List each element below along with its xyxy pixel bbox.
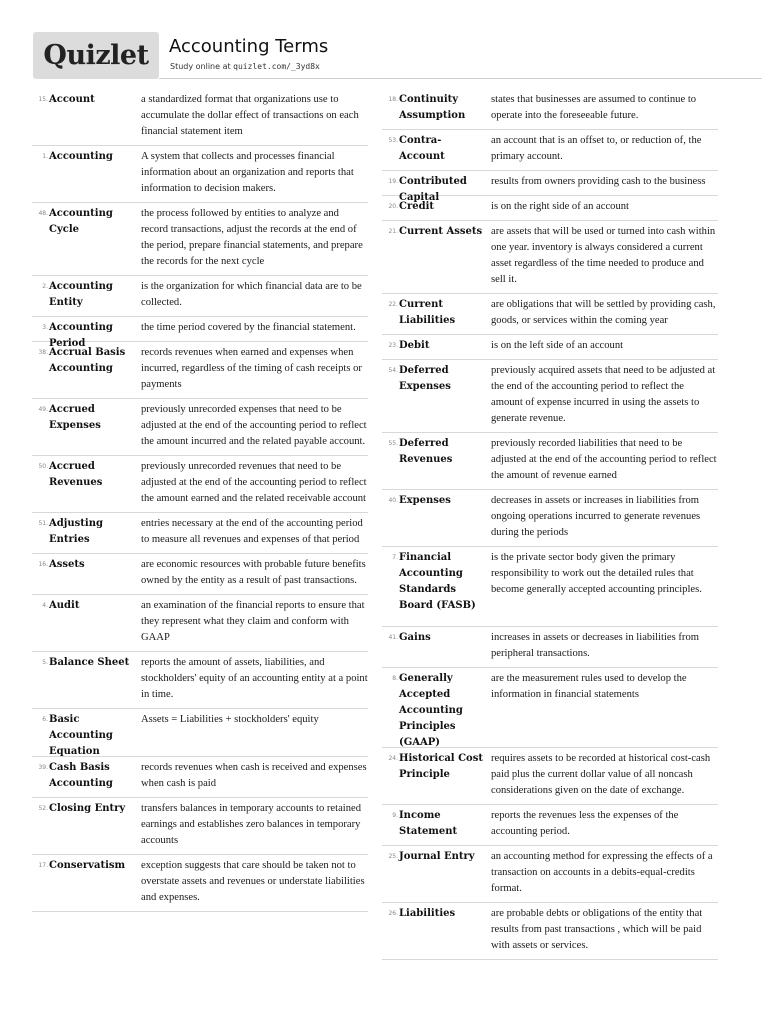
term-definition: decreases in assets or increases in liabilities from ongoing operations incurred to generate revenues during the periods bbox=[491, 495, 701, 538]
term-row bbox=[32, 798, 368, 855]
term-name: Historical Cost Principle bbox=[399, 753, 483, 780]
term-name: Debit bbox=[399, 340, 430, 351]
term-number: 55. bbox=[388, 440, 398, 447]
term-definition: is the private sector body given the primary responsibility to work out the detailed rules that become generally accepted accounting principles. bbox=[491, 552, 702, 595]
term-name: Contributed Capital bbox=[399, 176, 467, 203]
term-name: Conservatism bbox=[49, 860, 126, 871]
term-row bbox=[382, 805, 718, 846]
term-row bbox=[32, 89, 368, 146]
term-number: 23. bbox=[388, 342, 398, 349]
term-row bbox=[382, 490, 718, 547]
term-definition: is on the left side of an account bbox=[491, 340, 624, 351]
term-number: 41. bbox=[388, 634, 398, 641]
term-row bbox=[382, 433, 718, 490]
term-row bbox=[32, 276, 368, 317]
term-row bbox=[382, 130, 718, 171]
term-name: Audit bbox=[49, 600, 80, 611]
term-name: Current Assets bbox=[399, 226, 483, 237]
term-number: 4. bbox=[42, 602, 48, 609]
term-name: Balance Sheet bbox=[49, 657, 130, 668]
page-title: Accounting Terms bbox=[169, 36, 329, 57]
term-number: 25. bbox=[388, 853, 398, 860]
term-definition: are assets that will be used or turned into cash within one year. inventory is always considered a current asset regardless of the time needed to produce and sell it. bbox=[491, 226, 716, 285]
term-definition: an account that is an offset to, or reduction of, the primary account. bbox=[491, 135, 702, 162]
term-row bbox=[382, 627, 718, 668]
term-row bbox=[32, 709, 368, 757]
term-row bbox=[32, 146, 368, 203]
term-number: 17. bbox=[38, 862, 48, 869]
quizlet-logo bbox=[33, 32, 159, 79]
term-row bbox=[382, 294, 718, 335]
page-subtitle bbox=[170, 62, 320, 71]
term-number: 22. bbox=[388, 301, 398, 308]
term-definition: previously recorded liabilities that need to be adjusted at the end of the accounting period to reflect the amount of revenue earned bbox=[491, 438, 717, 481]
term-row bbox=[32, 399, 368, 456]
term-name: Credit bbox=[399, 201, 434, 212]
term-number: 1. bbox=[42, 153, 48, 160]
term-row bbox=[382, 903, 718, 960]
term-name: Assets bbox=[49, 559, 85, 570]
term-definition: the process followed by entities to analyze and record transactions, adjust the records at the end of the period, prepare financial statements, and prepare the records for the next cycle bbox=[141, 208, 363, 267]
term-row bbox=[32, 757, 368, 798]
term-number: 6. bbox=[42, 716, 48, 723]
term-number: 38. bbox=[38, 349, 48, 356]
term-name: Account bbox=[49, 94, 95, 105]
term-row bbox=[32, 203, 368, 276]
subtitle-url[interactable]: quizlet.com/_3yd8x bbox=[233, 62, 320, 71]
term-number: 5. bbox=[42, 659, 48, 666]
term-number: 39. bbox=[38, 764, 48, 771]
term-name: Generally Accepted Accounting Principles (GAAP) bbox=[399, 673, 463, 748]
term-definition: previously unrecorded revenues that need to be adjusted at the end of the accounting period to reflect the amount earned and the related receivable account bbox=[141, 461, 367, 504]
term-definition: reports the revenues less the expenses of the accounting period. bbox=[491, 810, 679, 837]
term-number: 50. bbox=[38, 463, 48, 470]
term-definition: is the organization for which financial data are to be collected. bbox=[141, 281, 362, 308]
term-row bbox=[32, 342, 368, 399]
term-definition: previously unrecorded expenses that need to be adjusted at the end of the accounting period to reflect the amount incurred and the related payable account. bbox=[141, 404, 367, 447]
term-name: Income Statement bbox=[399, 810, 458, 837]
term-name: Accounting bbox=[49, 151, 113, 162]
term-number: 48. bbox=[38, 210, 48, 217]
term-number: 52. bbox=[38, 805, 48, 812]
term-row bbox=[382, 748, 718, 805]
term-row bbox=[382, 846, 718, 903]
term-row bbox=[382, 196, 718, 221]
term-name: Deferred Revenues bbox=[399, 438, 453, 465]
term-name: Accrued Revenues bbox=[49, 461, 103, 488]
term-definition: an examination of the financial reports to ensure that they represent what they claim and conform with GAAP bbox=[141, 600, 365, 643]
term-number: 53. bbox=[388, 137, 398, 144]
header-divider bbox=[159, 78, 762, 79]
term-number: 15. bbox=[38, 96, 48, 103]
term-definition: an accounting method for expressing the effects of a transaction on accounts in a debits-equal-credits format. bbox=[491, 851, 713, 894]
term-definition: requires assets to be recorded at historical cost-cash paid plus the current dollar value of all noncash considerations given on the date of exchange. bbox=[491, 753, 711, 796]
term-name: Closing Entry bbox=[49, 803, 126, 814]
term-name: Deferred Expenses bbox=[399, 365, 451, 392]
term-definition: is on the right side of an account bbox=[491, 201, 629, 212]
term-row bbox=[382, 668, 718, 748]
term-number: 24. bbox=[388, 755, 398, 762]
term-row bbox=[32, 513, 368, 554]
term-definition: transfers balances in temporary accounts to retained earnings and establishes zero balances in temporary accounts bbox=[141, 803, 362, 846]
term-definition: Assets = Liabilities + stockholders' equity bbox=[141, 714, 319, 725]
term-number: 16. bbox=[38, 561, 48, 568]
subtitle-prefix: Study online at bbox=[170, 62, 234, 71]
term-name: Financial Accounting Standards Board (FASB) bbox=[399, 552, 476, 611]
term-name: Accounting Cycle bbox=[49, 208, 113, 235]
logo-text: Quizlet bbox=[43, 40, 149, 71]
term-definition: the time period covered by the financial statement. bbox=[141, 322, 356, 333]
term-name: Accounting Entity bbox=[49, 281, 113, 308]
term-definition: exception suggests that care should be taken not to overstate assets and revenues or understate liabilities and expenses. bbox=[141, 860, 365, 903]
term-name: Basic Accounting Equation bbox=[49, 714, 113, 757]
term-row bbox=[32, 456, 368, 513]
term-name: Accounting Period bbox=[49, 322, 113, 349]
term-name: Continuity Assumption bbox=[399, 94, 466, 121]
term-definition: are the measurement rules used to develop the information in financial statements bbox=[491, 673, 687, 700]
term-definition: records revenues when earned and expenses when incurred, regardless of the timing of cash receipts or payments bbox=[141, 347, 362, 390]
term-row bbox=[32, 554, 368, 595]
term-definition: A system that collects and processes financial information about an organization and reports that information to decision makers. bbox=[141, 151, 354, 194]
term-name: Accrual Basis Accounting bbox=[49, 347, 126, 374]
right-term-column bbox=[382, 89, 718, 960]
term-definition: a standardized format that organizations use to accumulate the dollar effect of transactions on each financial statement item bbox=[141, 94, 359, 137]
term-number: 54. bbox=[388, 367, 398, 374]
term-name: Current Liabilities bbox=[399, 299, 456, 326]
term-definition: entries necessary at the end of the accounting period to measure all revenues and expenses of that period bbox=[141, 518, 363, 545]
term-definition: states that businesses are assumed to continue to operate into the foreseeable future. bbox=[491, 94, 697, 121]
term-number: 21. bbox=[388, 228, 398, 235]
term-definition: are obligations that will be settled by providing cash, goods, or services within the coming year bbox=[491, 299, 716, 326]
term-number: 7. bbox=[392, 554, 398, 561]
term-row bbox=[32, 595, 368, 652]
term-number: 49. bbox=[38, 406, 48, 413]
term-name: Journal Entry bbox=[399, 851, 475, 862]
term-number: 40. bbox=[388, 497, 398, 504]
term-definition: increases in assets or decreases in liabilities from peripheral transactions. bbox=[491, 632, 699, 659]
term-name: Adjusting Entries bbox=[49, 518, 103, 545]
term-number: 9. bbox=[392, 812, 398, 819]
term-number: 3. bbox=[42, 324, 48, 331]
term-name: Gains bbox=[399, 632, 431, 643]
term-number: 8. bbox=[392, 675, 398, 682]
term-row bbox=[32, 855, 368, 912]
term-name: Expenses bbox=[399, 495, 451, 506]
term-definition: results from owners providing cash to the business bbox=[491, 176, 706, 187]
term-name: Liabilities bbox=[399, 908, 456, 919]
term-definition: are economic resources with probable future benefits owned by the entity as a result of past transactions. bbox=[141, 559, 366, 586]
left-term-column bbox=[32, 89, 368, 912]
term-definition: records revenues when cash is received and expenses when cash is paid bbox=[141, 762, 367, 789]
term-row bbox=[32, 652, 368, 709]
term-definition: previously acquired assets that need to be adjusted at the end of the accounting period to reflect the amount of expense incurred in using the assets to generate revenue. bbox=[491, 365, 716, 424]
term-row bbox=[382, 221, 718, 294]
term-row bbox=[382, 89, 718, 130]
term-row bbox=[382, 335, 718, 360]
term-number: 18. bbox=[388, 96, 398, 103]
term-row bbox=[382, 360, 718, 433]
page-header bbox=[33, 32, 763, 80]
term-number: 2. bbox=[42, 283, 48, 290]
term-number: 26. bbox=[388, 910, 398, 917]
term-name: Cash Basis Accounting bbox=[49, 762, 113, 789]
term-name: Contra-Account bbox=[399, 135, 445, 162]
term-number: 19. bbox=[388, 178, 398, 185]
term-row bbox=[382, 547, 718, 627]
term-name: Accrued Expenses bbox=[49, 404, 101, 431]
term-definition: are probable debts or obligations of the entity that results from past transactions , which will be paid with assets or services. bbox=[491, 908, 703, 951]
term-definition: reports the amount of assets, liabilities, and stockholders' equity of an accounting entity at a point in time. bbox=[141, 657, 368, 700]
term-number: 20. bbox=[388, 203, 398, 210]
term-row bbox=[32, 317, 368, 349]
term-number: 51. bbox=[38, 520, 48, 527]
term-row bbox=[382, 171, 718, 203]
